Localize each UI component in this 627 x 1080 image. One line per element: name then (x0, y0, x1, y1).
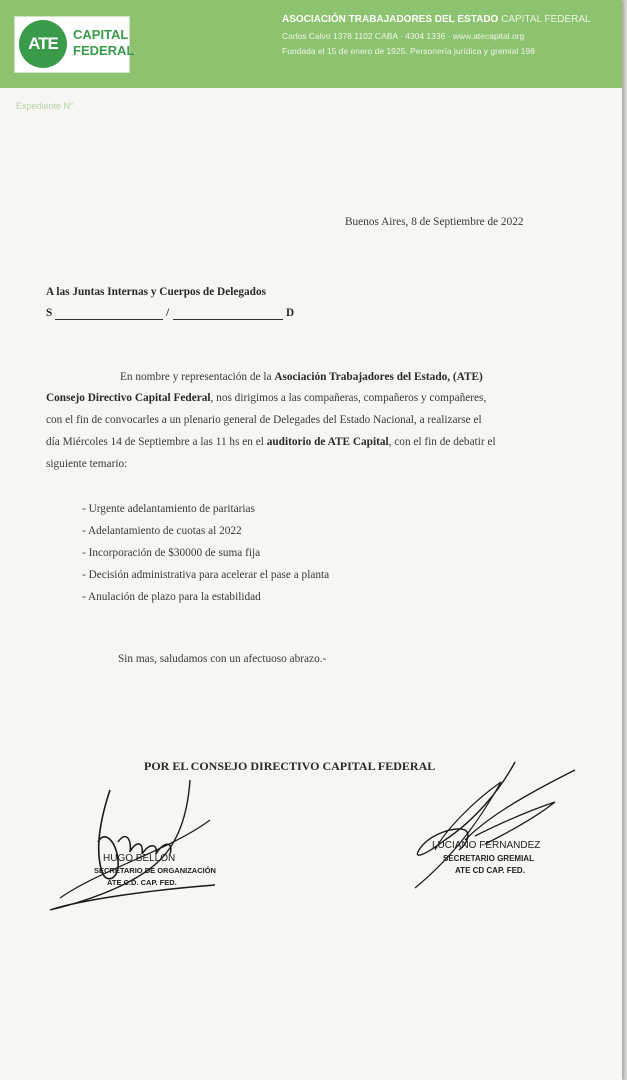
signer-2-title: SECRETARIO GREMIAL (443, 854, 534, 863)
signer-2-name: LUCIANO FERNANDEZ (432, 840, 541, 851)
organization-address: Carlos Calvo 1378 1102 CABA · 4304 1336 · www.atecapital.org (282, 31, 525, 41)
closing-line: Sin mas, saludamos con un afectuoso abrazo.- (118, 653, 327, 665)
place-date: Buenos Aires, 8 de Septiembre de 2022 (345, 216, 524, 228)
sd-d: D (286, 307, 295, 319)
addressee: A las Juntas Internas y Cuerpos de Delegados (46, 286, 266, 298)
logo-letters: ATE (28, 34, 58, 53)
agenda-item: - Decisión administrativa para acelerar el pase a planta (82, 569, 330, 581)
agenda-item: - Urgente adelantamiento de paritarias (82, 503, 255, 515)
organization-name: ASOCIACIÓN TRABAJADORES DEL ESTADO CAPITAL FEDERAL (282, 14, 591, 25)
signer-1-affiliation: ATE C.D. CAP. FED. (107, 878, 177, 887)
paragraph-line-3: con el fin de convocarles a un plenario general de Delegades del Estado Nacional, a realizarse el (46, 414, 482, 426)
signer-1-name: HUGO BELLON (103, 853, 176, 864)
sd-s: S (46, 307, 53, 319)
paragraph-line-1: En nombre y representación de la Asociación Trabajadores del Estado, (ATE) (120, 371, 483, 383)
agenda-item: - Anulación de plazo para la estabilidad (82, 591, 261, 603)
reference-label: Expediente N° (16, 101, 74, 111)
signer-1-title: SECRETARIO DE ORGANIZACIÓN (94, 866, 216, 875)
logo-text-line2: FEDERAL (73, 43, 135, 58)
council-line: POR EL CONSEJO DIRECTIVO CAPITAL FEDERAL (144, 759, 436, 773)
agenda-item: - Incorporación de $30000 de suma fija (82, 547, 261, 559)
logo-text-line1: CAPITAL (73, 27, 129, 42)
signer-2-affiliation: ATE CD CAP. FED. (455, 866, 525, 875)
paragraph-line-2: Consejo Directivo Capital Federal, nos dirigimos a las compañeras, compañeros y compañeres, (46, 392, 487, 404)
letterhead (0, 0, 622, 88)
paragraph-line-4: día Miércoles 14 de Septiembre a las 11 hs en el auditorio de ATE Capital, con el fin de debatir el (46, 436, 496, 448)
sd-slash: / (166, 307, 170, 319)
ate-logo (14, 16, 135, 73)
paragraph-line-5: siguiente temario: (46, 458, 128, 470)
sd-blank-1 (55, 319, 163, 320)
organization-founding: Fundada el 15 de enero de 1925. Personería jurídica y gremial 198 (282, 46, 535, 56)
sd-blank-2 (173, 319, 283, 320)
organization-name-suffix: CAPITAL FEDERAL (501, 14, 591, 25)
agenda-item: - Adelantamiento de cuotas al 2022 (82, 525, 242, 537)
signature-hugo-bellon (40, 780, 230, 920)
